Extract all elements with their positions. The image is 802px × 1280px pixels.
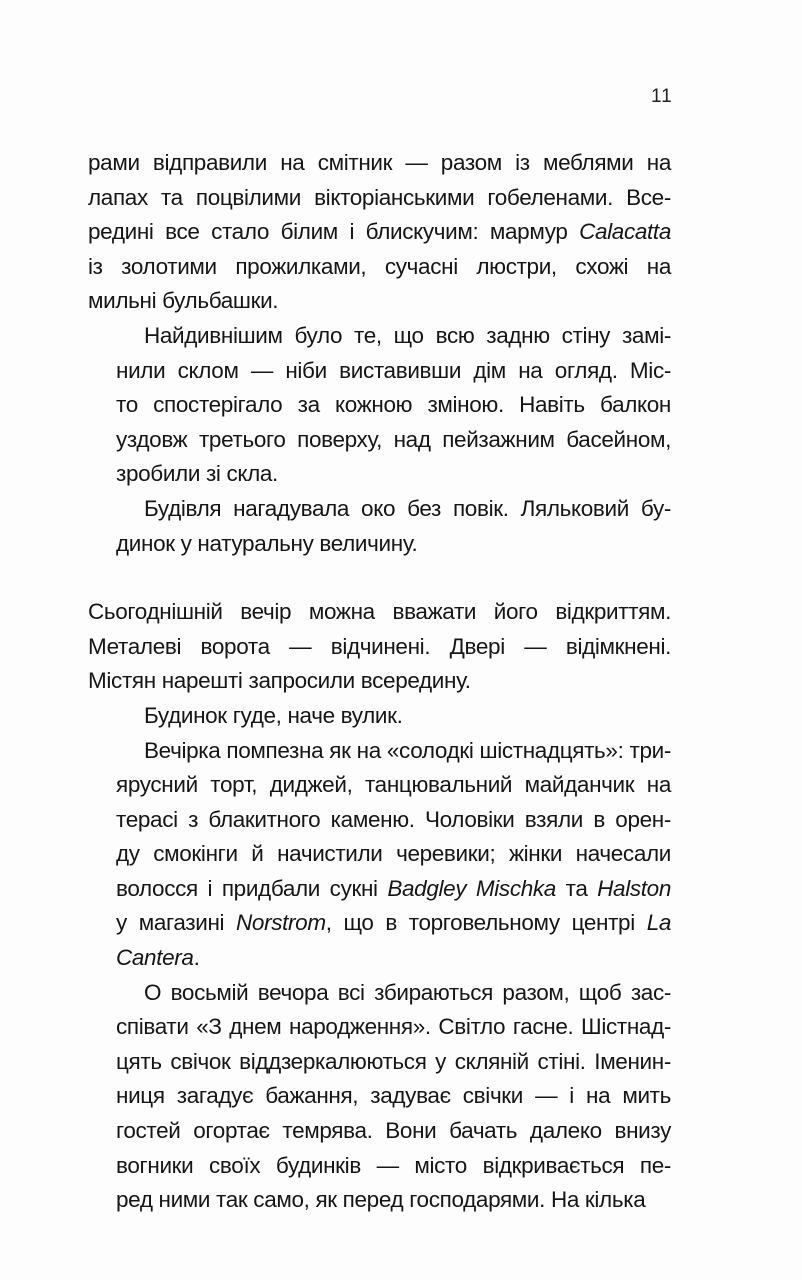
emphasis-text: Halston xyxy=(597,875,671,901)
text-line: вогники своїх будинків — місто відкривається пе- xyxy=(116,1152,671,1178)
paragraph xyxy=(88,699,671,734)
text-line: Містян нарешті запросили всередину. xyxy=(88,668,471,694)
text-line: рами відправили на смітник — разом із меблями на xyxy=(88,150,671,175)
emphasis-text: Cantera xyxy=(116,945,194,971)
text-line: мильні бульбашки. xyxy=(88,288,279,314)
text-line: терасі з блакитного каменю. Чоловіки взяли в орен- xyxy=(116,806,671,832)
paragraph xyxy=(88,976,671,1218)
text-line: із золотими прожилками, сучасні люстри, схожі на xyxy=(88,253,671,279)
text-line: ду смокінги й начистили черевики; жінки начесали xyxy=(116,841,671,867)
text-line: уздовж третього поверху, над пейзажним басейном, xyxy=(116,426,671,452)
text-line: Будівля нагадувала око без повік. Ляльковий бу- xyxy=(144,495,671,521)
text-line: ниця загадує бажання, задуває свічки — і на мить xyxy=(116,1083,671,1109)
text-line: зробили зі скла. xyxy=(116,461,278,487)
paragraph xyxy=(88,595,671,699)
paragraph xyxy=(88,146,671,319)
text-line: цять свічок віддзеркалюються у скляній стіні. Іменин- xyxy=(116,1048,671,1074)
text-line: Сьогоднішній вечір можна вважати його відкриттям. xyxy=(88,599,671,625)
text-line: гостей огортає темрява. Вони бачать далеко внизу xyxy=(116,1118,671,1144)
paragraph xyxy=(88,734,671,976)
paragraph xyxy=(88,319,671,492)
page-number: 11 xyxy=(651,86,673,107)
paragraph xyxy=(88,492,671,561)
text-line: Будинок гуде, наче вулик. xyxy=(144,702,403,728)
body-text xyxy=(88,146,671,1218)
text-line: Вечірка помпезна як на «солодкі шістнадцять»: три- xyxy=(144,737,671,763)
emphasis-text: Norstrom xyxy=(236,910,326,936)
text-line: Cantera. xyxy=(116,945,200,971)
text-line: то спостерігало за кожною зміною. Навіть балкон xyxy=(116,392,671,418)
text-line: динок у натуральну величину. xyxy=(116,530,418,556)
text-line: ярусний торт, диджей, танцювальний майданчик на xyxy=(116,772,671,798)
emphasis-text: Calacatta xyxy=(579,219,671,245)
text-line: нили склом — ніби виставивши дім на огляд. Міс- xyxy=(116,357,671,383)
text-line: Металеві ворота — відчинені. Двері — відімкнені. xyxy=(88,633,671,659)
text-line: Найдивнішим було те, що всю задню стіну замі- xyxy=(144,322,671,348)
text-line: лапах та поцвілими вікторіанськими гобеленами. Все- xyxy=(88,184,671,210)
text-line: співати «З днем народження». Світло гасне. Шістнад- xyxy=(116,1014,671,1040)
text-line: волосся і придбали сукні Badgley Mischka та Halston xyxy=(116,875,671,901)
section-break xyxy=(88,561,671,595)
text-line: у магазині Norstrom, що в торговельному центрі La xyxy=(116,910,672,936)
emphasis-text: Badgley Mischka xyxy=(387,875,556,901)
text-line: О восьмій вечора всі збираються разом, щоб зас- xyxy=(144,979,671,1005)
text-line: редині все стало білим і блискучим: мармур Calacatta xyxy=(88,219,671,245)
text-line: ред ними так само, як перед господарями. На кілька xyxy=(116,1187,646,1213)
emphasis-text: La xyxy=(646,910,672,936)
